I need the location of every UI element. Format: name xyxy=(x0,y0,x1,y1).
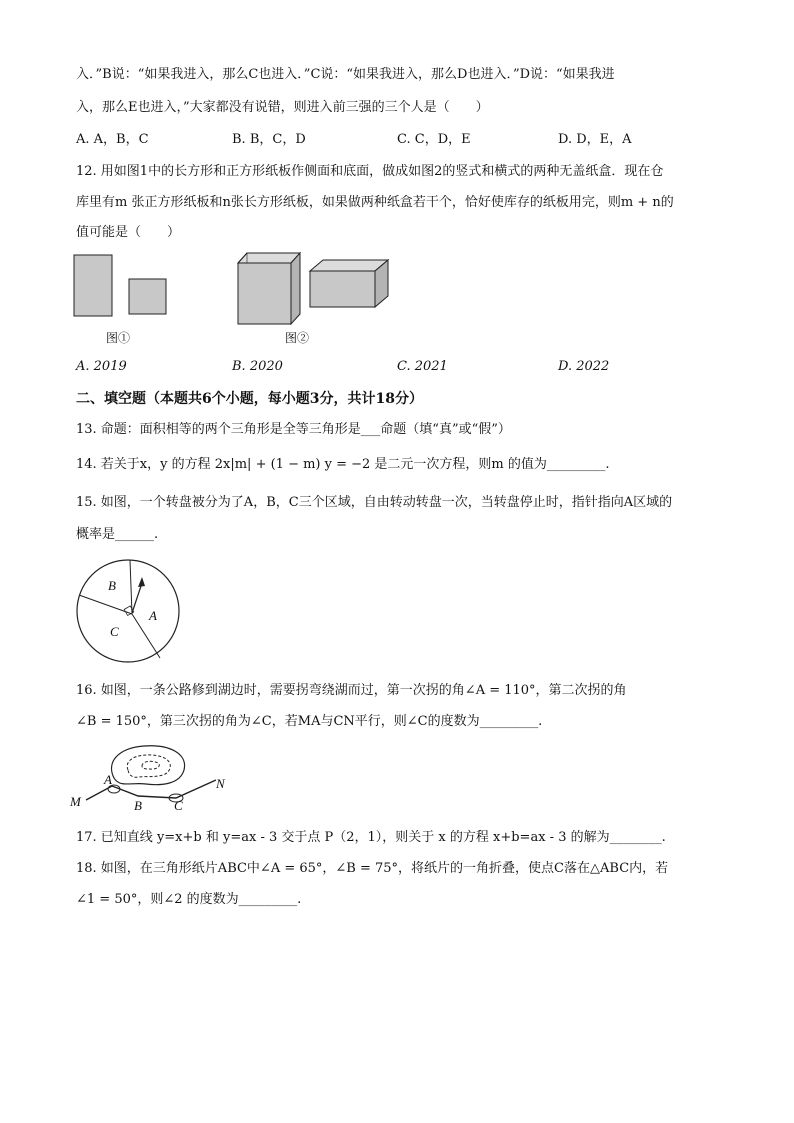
q12-figure xyxy=(70,250,410,330)
q12-text-line3: 值可能是（ ） xyxy=(76,225,181,240)
q11-option-a: A. A，B，C xyxy=(76,132,149,147)
q11-text-line2: 入，那么E也进入，”大家都没有说错，则进入前三强的三个人是（ ） xyxy=(76,100,489,115)
region-label-a: A xyxy=(149,608,157,623)
rectangle-board xyxy=(74,255,112,316)
point-label-b: B xyxy=(134,798,142,813)
vertical-box xyxy=(238,253,300,324)
q12-option-c: C. 2021 xyxy=(397,359,448,374)
q15-text-line2: 概率是______. xyxy=(76,527,159,542)
region-label-b: B xyxy=(108,578,116,593)
spinner-pointer xyxy=(132,583,142,613)
q11-option-d: D. D，E，A xyxy=(558,132,632,147)
q12-option-a: A. 2019 xyxy=(76,359,127,374)
point-label-n: N xyxy=(216,776,225,791)
q12-text-line1: 12. 用如图1中的长方形和正方形纸板作侧面和底面，做成如图2的竖式和横式的两种无盖纸盒．现在仓 xyxy=(76,164,664,179)
q14-text: 14. 若关于x，y 的方程 2x|m| + (1 − m) y = −2 是二元一次方程，则m 的值为_________. xyxy=(76,457,610,472)
lake-outer xyxy=(112,746,185,785)
q18-text-line2: ∠1 = 50°，则∠2 的度数为_________. xyxy=(76,892,302,907)
q12-option-b: B. 2020 xyxy=(232,359,283,374)
pointer-arrowhead xyxy=(138,577,145,587)
lake-inner xyxy=(127,755,170,777)
spinner-circle xyxy=(77,560,179,662)
lake-road-figure xyxy=(66,740,236,815)
q16-text-line1: 16. 如图，一条公路修到湖边时，需要拐弯绕湖而过，第一次拐的角∠A = 110°，第二次拐的角 xyxy=(76,683,627,698)
q11-text-line1: 入．”B说：“如果我进入，那么C也进入．”C说：“如果我进入，那么D也进入．”D说：“如果我进 xyxy=(76,67,615,82)
section-2-heading: 二、填空题（本题共6个小题，每小题3分，共计18分） xyxy=(76,391,423,407)
q12-text-line2: 库里有m 张正方形纸板和n张长方形纸板，如果做两种纸盒若干个，恰好使库存的纸板用完，则m + n的 xyxy=(76,195,674,210)
q18-text-line1: 18. 如图，在三角形纸片ABC中∠A = 65°，∠B = 75°，将纸片的一角折叠，使点C落在△ABC内，若 xyxy=(76,861,669,876)
spinner-figure xyxy=(74,557,184,667)
q13-text: 13. 命题：面积相等的两个三角形是全等三角形是___命题（填“真”或“假”） xyxy=(76,422,511,437)
point-label-c: C xyxy=(174,798,183,813)
horizontal-box xyxy=(310,260,388,307)
q17-text: 17. 已知直线 y=x+b 和 y=ax - 3 交于点 P（2，1），则关于 x 的方程 x+b=ax - 3 的解为________. xyxy=(76,830,666,845)
q12-option-d: D. 2022 xyxy=(558,359,610,374)
lake-core xyxy=(142,761,159,769)
q11-option-c: C. C，D，E xyxy=(397,132,471,147)
q16-text-line2: ∠B = 150°，第三次拐的角为∠C，若MA与CN平行，则∠C的度数为_________. xyxy=(76,714,543,729)
point-label-a: A xyxy=(104,772,112,787)
figure1-caption: 图① xyxy=(106,331,131,345)
q11-option-b: B. B，C，D xyxy=(232,132,306,147)
point-label-m: M xyxy=(70,794,81,809)
region-label-c: C xyxy=(110,624,119,639)
spinner-divider-2 xyxy=(79,595,132,614)
q15-text-line1: 15. 如图，一个转盘被分为了A，B，C三个区域，自由转动转盘一次，当转盘停止时，指针指向A区域的 xyxy=(76,495,673,510)
figure2-caption: 图② xyxy=(285,331,310,345)
square-board xyxy=(129,279,166,314)
